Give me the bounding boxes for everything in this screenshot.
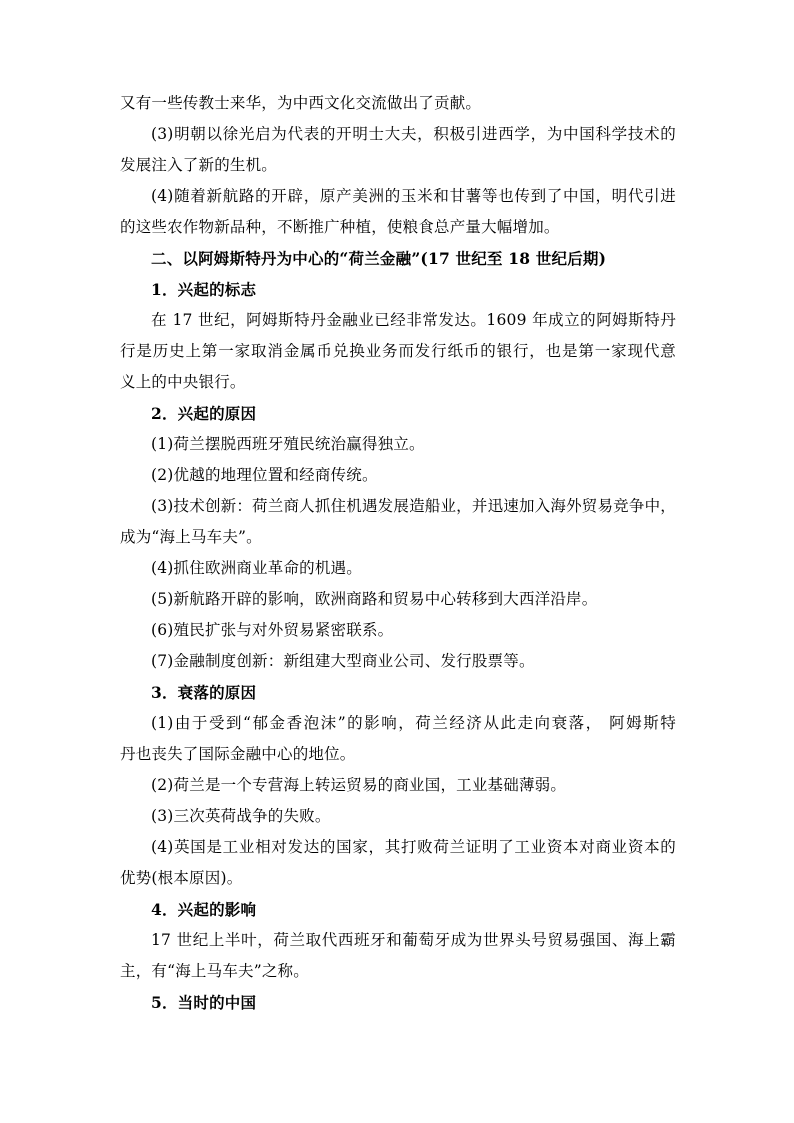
paragraph-line: 又有一些传教士来华，为中西文化交流做出了贡献。 (120, 94, 482, 112)
paragraph-line: 在 17 世纪，阿姆斯特丹金融业已经非常发达。1609 年成立的阿姆斯特丹 (151, 311, 676, 329)
paragraph-line: 17 世纪上半叶，荷兰取代西班牙和葡萄牙成为世界头号贸易强国、海上霸 (151, 931, 676, 949)
subsection-heading: 5．当时的中国 (151, 993, 257, 1012)
paragraph-line: 优势(根本原因)。 (120, 869, 243, 887)
paragraph-line: 成为“海上马车夫”。 (120, 528, 262, 546)
paragraph-line: (7)金融制度创新：新组建大型商业公司、发行股票等。 (151, 652, 535, 670)
subsection-heading: 3．衰落的原因 (151, 683, 257, 702)
paragraph-line: 发展注入了新的生机。 (120, 156, 278, 174)
paragraph-line: (1)荷兰摆脱西班牙殖民统治赢得独立。 (151, 435, 425, 453)
paragraph-line: (2)荷兰是一个专营海上转运贸易的商业国，工业基础薄弱。 (151, 776, 567, 794)
paragraph-line: (4)随着新航路的开辟，原产美洲的玉米和甘薯等也传到了中国，明代引进 (151, 187, 676, 205)
paragraph-line: 的这些农作物新品种，不断推广种植，使粮食总产量大幅增加。 (120, 218, 560, 236)
paragraph-line: (1)由于受到“郁金香泡沫”的影响，荷兰经济从此走向衰落， 阿姆斯特 (151, 714, 676, 732)
paragraph-line: 丹也丧失了国际金融中心的地位。 (120, 745, 356, 763)
paragraph-line: (2)优越的地理位置和经商传统。 (151, 466, 378, 484)
paragraph-line: (3)明朝以徐光启为代表的开明士大夫，积极引进西学，为中国科学技术的 (151, 125, 676, 143)
paragraph-line: 行是历史上第一家取消金属币兑换业务而发行纸币的银行，也是第一家现代意 (120, 342, 676, 360)
section-heading: 二、以阿姆斯特丹为中心的“荷兰金融”(17 世纪至 18 世纪后期) (151, 249, 607, 268)
paragraph-line: 义上的中央银行。 (120, 373, 246, 391)
paragraph-line: (3)三次英荷战争的失败。 (151, 807, 331, 825)
subsection-heading: 4．兴起的影响 (151, 900, 257, 919)
paragraph-line: (3)技术创新：荷兰商人抓住机遇发展造船业，并迅速加入海外贸易竞争中， (151, 497, 676, 515)
paragraph-line: (4)英国是工业相对发达的国家，其打败荷兰证明了工业资本对商业资本的 (151, 838, 676, 856)
subsection-heading: 2．兴起的原因 (151, 404, 257, 423)
paragraph-line: 主，有“海上马车夫”之称。 (120, 962, 309, 980)
paragraph-line: (6)殖民扩张与对外贸易紧密联系。 (151, 621, 394, 639)
subsection-heading: 1．兴起的标志 (151, 280, 257, 299)
paragraph-line: (4)抓住欧洲商业革命的机遇。 (151, 559, 362, 577)
paragraph-line: (5)新航路开辟的影响，欧洲商路和贸易中心转移到大西洋沿岸。 (151, 590, 598, 608)
document-body (120, 88, 676, 1018)
